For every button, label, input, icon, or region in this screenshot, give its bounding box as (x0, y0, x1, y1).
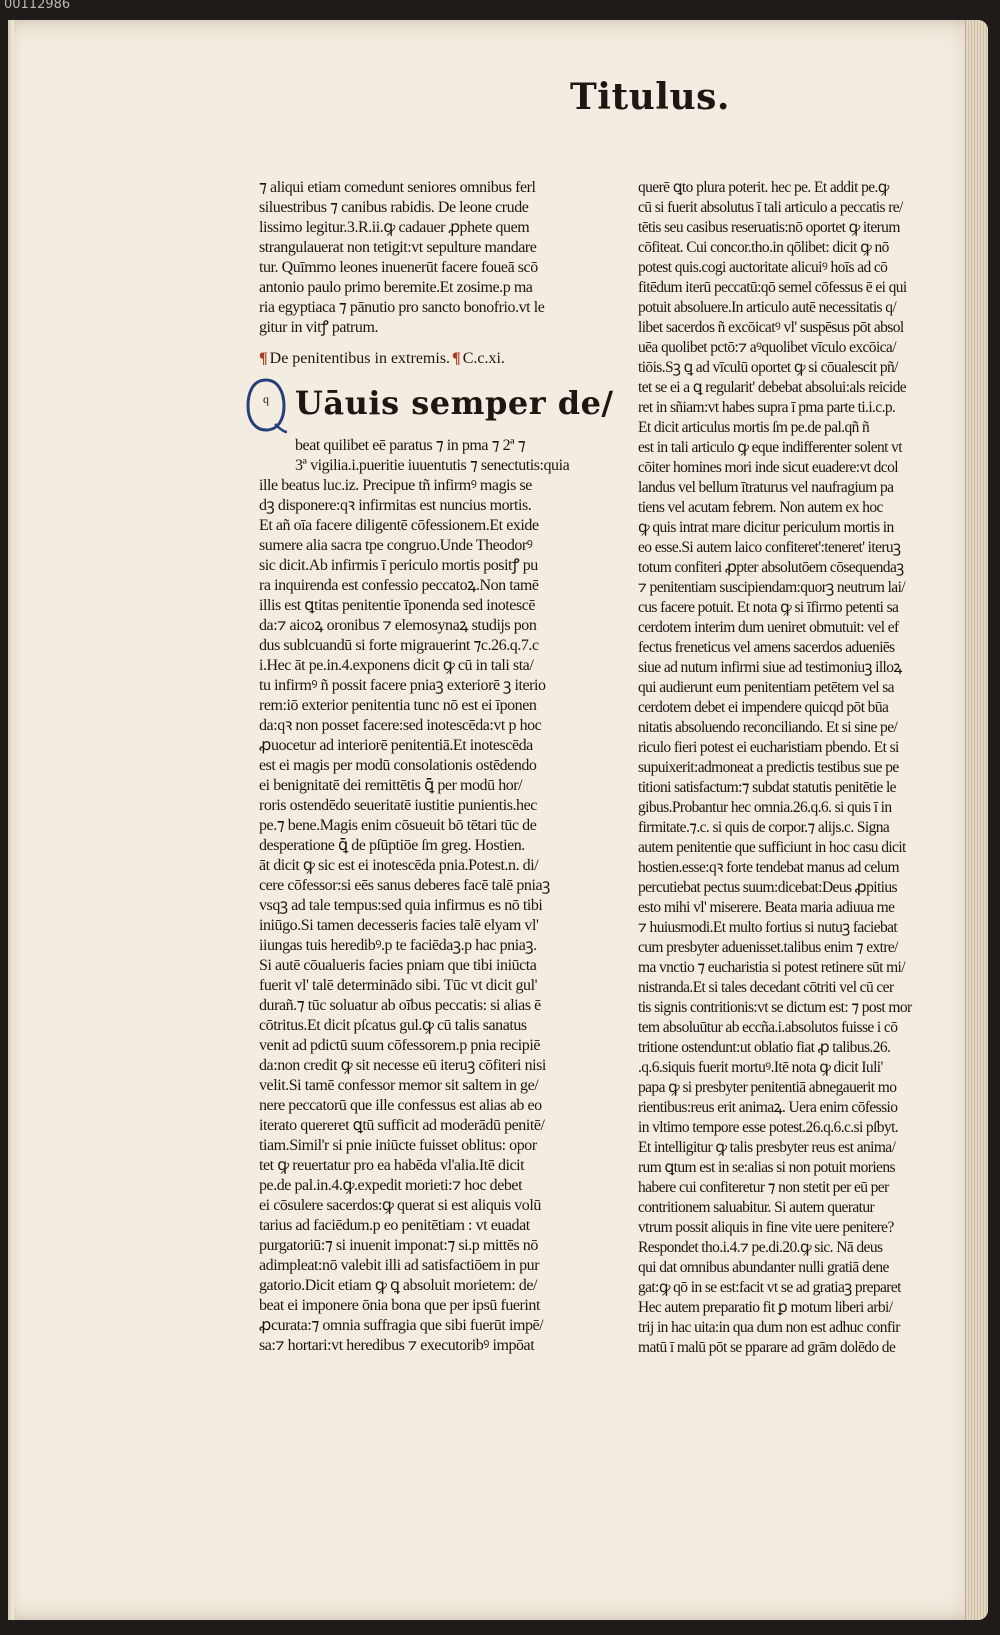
text-line: supuixerit:admoneat a predictis testibus sue pe (638, 759, 899, 776)
text-line: gibus.Probantur hec omnia.26.q.6. si quis ī in (638, 799, 892, 816)
text-line: firmitate.⁊.c. si quis de corpor.⁊ alijs.c. Signa (638, 819, 890, 836)
text-line: cerdotem debet ei impendere quicqd pōt būa (638, 699, 889, 716)
text-line: cōiter homines mori inde sicut euadere:vt dcol (638, 459, 898, 476)
text-line: ei benignitatē dei remittētis ꝗ̄ per modū hor/ (259, 777, 523, 794)
text-line: esto mihi vl' miserere. Beata maria adiuua me (638, 899, 895, 916)
text-line: gatorio.Dicit etiam ꝙ ꝗ absoluit morietem: de/ (259, 1277, 537, 1294)
text-line: ⁊ penitentiam suscipiendam:quorꝫ neutrum lai/ (638, 579, 906, 596)
text-line: durañ.⁊ tūc soluatur ab oībus peccatis: si alias ē (259, 997, 541, 1014)
text-line: gat:ꝙ qō in se est:facit vt se ad gratiaꝫ preparet (638, 1279, 901, 1296)
text-line: vsqꝫ ad tale tempus:sed quia infirmus es nō tibi (259, 897, 543, 914)
book-page (8, 20, 988, 1620)
text-line: trij in hac uita:in qua dum non est adhuc confir (638, 1319, 900, 1336)
text-line: autem penitentie que sufficiunt in hoc casu dicit (638, 839, 906, 856)
text-line: potuit absoluere.In articulo autē necessitatis q/ (638, 299, 897, 316)
text-line: da:⁊ aicoꝝ oronibus ⁊ elemosynaꝝ studijs pon (259, 617, 537, 634)
gutter-shadow (8, 20, 14, 1620)
text-line: tētis seu casibus reseruatis:nō oportet ꝙ iterum (638, 219, 900, 236)
text-line: potest quis.cogi auctoritate alicuiꝰ hoīs ad cō (638, 259, 888, 276)
opening-words: Uāuis semper de/ (295, 384, 614, 422)
text-line: hostien.esse:qꝛ forte tendebat manus ad celum (638, 859, 899, 876)
text-line: da:non credit ꝙ sit necesse eū iteruꝫ cōfiteri nisi (259, 1057, 546, 1074)
text-line: Respondet tho.i.4.⁊ pe.di.20.ꝙ sic. Nā deus (638, 1239, 883, 1256)
text-line: iiungas tuis heredibꝰ.p te faciēdaꝫ.p hac pniaꝫ. (259, 937, 537, 954)
text-line: tet se ei a ꝗ regularit' debebat absolui:als reicide (638, 379, 907, 396)
text-line: ma vnctio ⁊ eucharistia si potest retinere sūt mi/ (638, 959, 905, 976)
text-line: libet sacerdos ñ excōicatꝰ vl' suspēsus pōt absol (638, 319, 904, 336)
text-line: matū ī malū pōt se pparare ad grām dolēdo de (638, 1339, 896, 1356)
text-line: desperatione ꝗ̄ de pſūptiōe ſm greg. Hostien. (259, 837, 525, 854)
text-line: pe.de pal.in.4.ꝙ.expedit morieti:⁊ hoc debet (259, 1177, 523, 1194)
text-line: cerdotem interim dum ueniret obmutuit: vel ef (638, 619, 899, 636)
text-line: uēa quolibet pctō:⁊ aꝰquolibet vīculo excōica/ (638, 339, 896, 356)
text-line: cus facere potuit. Et nota ꝙ si īfirmo petenti sa (638, 599, 899, 616)
text-line: tritione ostendunt:ut oblatio fiat ꝓ talibus.26. (638, 1039, 891, 1056)
text-line: nistranda.Et si tales decedant cōtriti vel cū cer (638, 979, 894, 996)
pilcrow-icon: ¶ (452, 350, 461, 367)
text-line: in vltimo tempore esse potest.26.q.6.c.si pſbyt. (638, 1119, 899, 1136)
right-column (638, 178, 966, 1358)
text-line: papa ꝙ si presbyter penitentiā abnegauerit mo (638, 1079, 897, 1096)
text-line: percutiebat pectus suum:dicebat:Deus ꝓpitius (638, 879, 897, 896)
text-line: cū si fuerit absolutus ī tali articulo a peccatis re/ (638, 199, 903, 216)
text-line: strangulauerat non tetigit:vt sepulture mandare (259, 239, 537, 256)
section-number: C.c.xi. (462, 350, 505, 367)
text-line: āt dicit ꝙ sic est ei inotescēda pnia.Potest.n. di/ (259, 857, 539, 874)
text-line: cōtritus.Et dicit pſcatus gul.ꝙ cū talis sanatus (259, 1017, 527, 1034)
text-line: tarius ad faciēdum.p eo penitētiam : vt euadat (259, 1217, 530, 1234)
text-line: titioni satisfactum:⁊ subdat statutis penitētie le (638, 779, 896, 796)
text-line: velit.Si tamē confessor memor sit saltem in ge/ (259, 1077, 539, 1094)
text-line: sa:⁊ hortari:vt heredibus ⁊ executoribꝰ impōat (259, 1337, 535, 1354)
text-line: ria egyptiaca ⁊ pānutio pro sancto bonofrio.vt le (259, 299, 545, 316)
text-line: ille beatus luc.iz. Precipue tñ infirmꝰ magis se (259, 477, 532, 494)
text-line: tiens vel acutam febrem. Non autem ex hoc (638, 499, 883, 516)
text-line: siue ad nutum infirmi siue ad testimoniuꝫ illoꝝ (638, 659, 902, 676)
text-line: cere cōfessor:si eēs sanus deberes facē talē pniaꝫ (259, 877, 550, 894)
text-line: tu infirmꝰ ñ possit facere pniaꝫ exteriorē ꝫ iterio (259, 677, 546, 694)
text-line: Si autē cōualueris facies pniam que tibi iniūcta (259, 957, 537, 974)
text-line: antonio paulo primo beremite.Et zosime.p ma (259, 279, 533, 296)
text-line: Et añ oīa facere diligentē cōfessionem.Et exide (259, 517, 539, 534)
text-line: rum ꝗtum est in se:alias si non potuit moriens (638, 1159, 895, 1176)
text-line: Et dicit articulus mortis ſm pe.de pal.qñ ñ (638, 419, 870, 436)
call-number-label: 00112986 (4, 0, 71, 12)
left-indented-lines (259, 436, 611, 476)
text-line: querē ꝗto plura poterit. hec pe. Et addit pe.ꝙ (638, 179, 889, 196)
text-line: cōfiteat. Cui concor.tho.in qōlibet: dicit ꝙ nō (638, 239, 889, 256)
text-line: vtrum possit aliquis in fine vite uere penitere? (638, 1219, 894, 1236)
left-column-top-text (259, 178, 611, 338)
text-line: illis est ꝗtitas penitentie īponenda sed inotescē (259, 597, 536, 614)
text-line: iterato quereret ꝗtū sufficit ad moderādū penitē/ (259, 1117, 545, 1134)
text-line: est ei magis per modū consolationis ostēdendo (259, 757, 537, 774)
text-line: ret in sñiam:vt habes supra ī pma parte ti.i.c.p. (638, 399, 896, 416)
text-line: ꝙ quis intrat mare dicitur periculum mortis in (638, 519, 894, 536)
text-line: pe.⁊ bene.Magis enim cōsueuit bō tētari tūc de (259, 817, 537, 834)
text-line: riculo fieri potest ei eucharistiam pbendo. Et si (638, 739, 899, 756)
text-line: 3ª vigilia.i.pueritie iuuentutis ⁊ senectutis:quia (295, 457, 570, 474)
text-line: nere peccatorū que ille confessus est alias ab eo (259, 1097, 542, 1114)
text-line: gitur in vitꝭ patrum. (259, 319, 379, 336)
text-line: fectus freneticus vel amens sacerdos adueniēs (638, 639, 895, 656)
fore-edge-pages (965, 20, 988, 1620)
decorated-initial (245, 376, 287, 434)
text-line: beat ei imponere ōnia bona que per ipsū fuerint (259, 1297, 540, 1314)
text-line: habere cui confiteretur ⁊ non stetit per eū per (638, 1179, 889, 1196)
text-line: landus vel bellum ītraturus vel naufragium pa (638, 479, 894, 496)
text-line: ei cōsulere sacerdos:ꝙ querat si est aliquis volū (259, 1197, 541, 1214)
text-line: ⁊ huiusmodi.Et multo fortius si nutuꝫ faciebat (638, 919, 898, 936)
section-heading-text: De penitentibus in extremis. (269, 350, 451, 367)
text-line: da:qꝛ non posset facere:sed inotescēda:vt p hoc (259, 717, 542, 734)
text-line: .q.6.siquis fuerit mortuꝰ.Itē nota ꝙ dicit Iuli' (638, 1059, 883, 1076)
text-line: sic dicit.Ab infirmis ī periculo mortis positꝭ pu (259, 557, 538, 574)
text-line: tur. Quīmmo leones inuenerūt facere foueā scō (259, 259, 538, 276)
text-line: siluestribus ⁊ canibus rabidis. De leone crude (259, 199, 529, 216)
text-line: contritionem saluabitur. Si autem queratur (638, 1199, 875, 1216)
left-column (259, 178, 614, 1356)
running-head: Titulus. (570, 76, 730, 118)
text-line: fuerit vl' talē determinādo sibi. Tūc vt dicit gul' (259, 977, 538, 994)
text-line: beat quilibet eē paratus ⁊ in pma ⁊ 2ª ⁊ (295, 437, 526, 454)
text-line: tem absoluūtur ab eccña.i.absolutos fuisse i cō (638, 1019, 898, 1036)
text-line: cum presbyter aduenisset.talibus enim ⁊ extre/ (638, 939, 898, 956)
opening-heading (259, 378, 614, 436)
pilcrow-icon: ¶ (259, 350, 268, 367)
text-line: dus sublcuandū si forte migrauerint ⁊c.26.q.7.c (259, 637, 539, 654)
text-line: sumere alia sacra tpe congruo.Unde Theodorꝰ (259, 537, 533, 554)
text-line: ⁊ aliqui etiam comedunt seniores omnibus ferl (259, 179, 536, 196)
text-line: rientibus:reus erit animaꝝ. Uera enim cōfessio (638, 1099, 898, 1116)
text-line: eo esse.Si autem laico confiteret':teneret' iteruꝫ (638, 539, 901, 556)
text-line: roris ostendēdo seueritatē iustitie punientis.hec (259, 797, 537, 814)
right-column-text (638, 178, 966, 1358)
text-line: fitēdum iterū peccatū:qō semel cōfessus ē ei qui (638, 279, 907, 296)
text-line: venit ad pdictū suum cōfessorem.p pnia recipiē (259, 1037, 540, 1054)
text-line: qui dat omnibus abundanter nulli gratiā dene (638, 1259, 889, 1276)
text-line: ra inquirenda est confessio peccatoꝝ.Non tamē (259, 577, 539, 594)
text-line: dꝫ disponere:qꝛ infirmitas est nuncius mortis. (259, 497, 532, 514)
text-line: qui audierunt eum penitentiam petētem vel sa (638, 679, 894, 696)
text-line: lissimo legitur.3.R.ii.ꝙ cadauer ꝓphete quem (259, 219, 530, 236)
text-line: iniūgo.Si tamen decesseris facies talē elyam vl' (259, 917, 539, 934)
text-line: tis signis contritionis:vt se dictum est: ⁊ post mor (638, 999, 912, 1016)
text-line: ꝓuocetur ad interiorē penitentiā.Et inotescēda (259, 737, 533, 754)
text-line: est in tali articulo ꝙ eque indifferenter solent vt (638, 439, 902, 456)
guide-letter: q (263, 392, 269, 406)
left-column-body-text (259, 476, 611, 1356)
text-line: tet ꝙ reuertatur pro ea habēda vl'alia.Itē dicit (259, 1157, 525, 1174)
section-heading (259, 346, 611, 372)
text-line: tiam.Simil'r si pnie iniūcte fuisset oblitus: opor (259, 1137, 537, 1154)
text-line: rem:iō exterior penitentia tunc nō est ei īponen (259, 697, 537, 714)
text-line: Hec autem preparatio fit ꝑ motum liberi arbi/ (638, 1299, 893, 1316)
text-line: totum confiteri ꝓpter absolutōem cōsequendaꝫ (638, 559, 904, 576)
text-line: nitatis absoluendo reconciliando. Et si sine pe/ (638, 719, 898, 736)
text-line: Et intelligitur ꝙ talis presbyter reus est anima/ (638, 1139, 896, 1156)
text-line: ꝓcurata:⁊ omnia suffragia que sibi fuerūt impē/ (259, 1317, 544, 1334)
text-line: adimpleat:nō valebit illi ad satisfactiōem in pur (259, 1257, 540, 1274)
text-line: purgatoriū:⁊ si inuenit imponat:⁊ si.p mittēs nō (259, 1237, 538, 1254)
text-line: i.Hec āt pe.in.4.exponens dicit ꝙ cū in tali sta/ (259, 657, 534, 674)
text-line: tiōis.Sꝫ ꝗ ad vīculū oportet ꝙ si cōualescit pñ/ (638, 359, 898, 376)
